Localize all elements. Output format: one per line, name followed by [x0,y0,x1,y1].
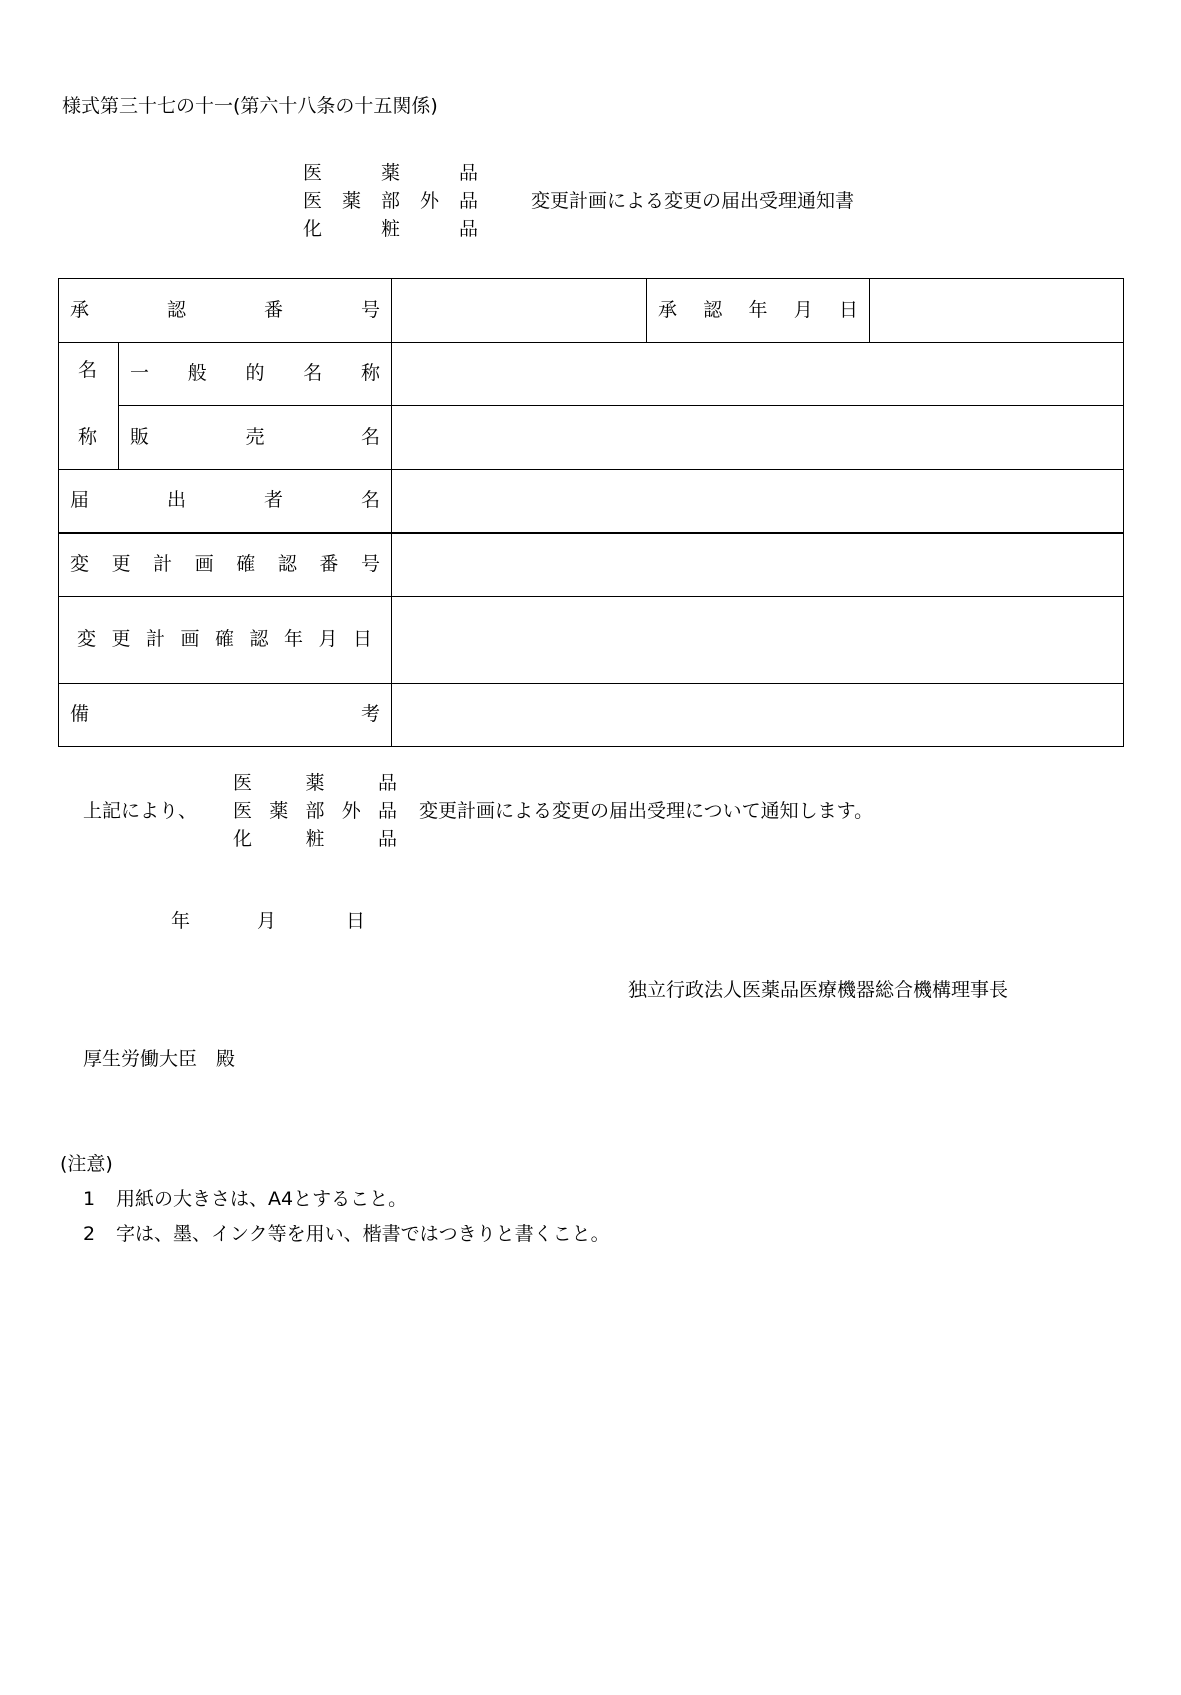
notes-heading: (注意) [60,1153,113,1175]
label-applicant-name: 届出者名 [70,489,380,511]
note-1-number: 1 [83,1188,96,1210]
table-border [58,746,1124,747]
note-2-text: 字は、墨、インク等を用い、楷書ではつきりと書くこと。 [116,1223,610,1245]
label-brand-name: 販売名 [130,426,380,448]
approval-date-field[interactable] [870,279,1123,342]
body-prefix: 上記により、 [83,800,198,822]
applicant-name-field[interactable] [392,470,1123,532]
date-month: 月 [257,910,277,932]
date-day: 日 [346,910,366,932]
note-1-text: 用紙の大きさは、A4とすること。 [116,1188,408,1210]
table-border [1123,278,1124,747]
label-remarks: 備考 [70,703,380,725]
remarks-field[interactable] [392,684,1123,746]
label-name-1: 名 [78,359,98,381]
approval-number-field[interactable] [392,279,646,342]
brand-name-field[interactable] [392,406,1123,469]
label-approval-date: 承認年月日 [658,299,858,321]
label-change-plan-date: 変更計画確認年月日 [77,628,372,650]
table-border [646,278,647,342]
change-plan-date-field[interactable] [392,597,1123,683]
title-category-3: 化粧品 [303,218,478,240]
label-change-plan-number: 変更計画確認番号 [70,553,380,575]
title-category-2: 医薬部外品 [303,190,478,212]
label-approval-number: 承認番号 [70,299,380,321]
document-title: 変更計画による変更の届出受理通知書 [531,190,855,212]
body-category-3: 化粧品 [233,828,397,850]
note-2-number: 2 [83,1223,96,1245]
date-year: 年 [171,910,191,932]
issuer: 独立行政法人医薬品医療機器総合機構理事長 [628,979,1009,1001]
body-text: 変更計画による変更の届出受理について通知します。 [419,800,874,822]
table-border [58,278,59,747]
label-name-2: 称 [78,426,98,448]
label-generic-name: 一般的名称 [130,362,380,384]
addressee: 厚生労働大臣 殿 [83,1048,236,1070]
form-id: 様式第三十七の十一(第六十八条の十五関係) [62,95,438,117]
title-category-1: 医薬品 [303,162,478,184]
table-border [118,342,119,469]
body-category-2: 医薬部外品 [233,800,397,822]
change-plan-number-field[interactable] [392,534,1123,596]
generic-name-field[interactable] [392,343,1123,405]
body-category-1: 医薬品 [233,772,397,794]
